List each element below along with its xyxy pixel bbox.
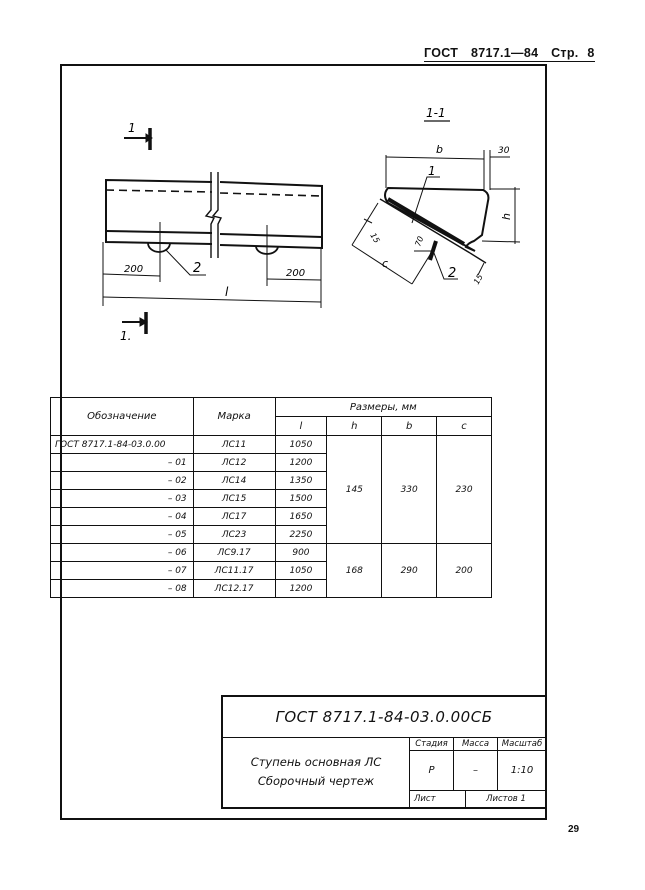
title-block (221, 695, 547, 809)
row-mark: ЛС11 (193, 436, 275, 454)
group1-b: 330 (382, 436, 437, 544)
header-l: l (275, 417, 327, 436)
row-designation: – 02 (51, 472, 194, 490)
callout-2-section: 2 (448, 266, 457, 281)
scale-value: 1:10 (498, 751, 546, 791)
row-designation: – 04 (51, 508, 194, 526)
dim-c: c (382, 257, 389, 270)
row-l: 1200 (275, 454, 327, 472)
sheets-label: Листов 1 (486, 794, 526, 804)
header-h: h (327, 417, 382, 436)
group2-c: 200 (437, 544, 492, 598)
title-block-code: ГОСТ 8717.1-84-03.0.00СБ (223, 697, 545, 738)
row-mark: ЛС9.17 (193, 544, 275, 562)
group1-c: 230 (437, 436, 492, 544)
row-l: 1200 (275, 580, 327, 598)
section-mark-top: 1 (128, 121, 136, 135)
callout-2: 2 (193, 261, 202, 276)
row-mark: ЛС17 (193, 508, 275, 526)
row-mark: ЛС15 (193, 490, 275, 508)
name-line-1: Ступень основная ЛС (250, 755, 382, 769)
dim-right: 200 (286, 268, 306, 279)
table-row (51, 544, 492, 562)
row-mark: ЛС12.17 (193, 580, 275, 598)
dim-total: l (225, 285, 229, 299)
row-designation: – 07 (51, 562, 194, 580)
page-header (424, 46, 595, 62)
front-view-drawing (90, 110, 350, 360)
row-l: 1650 (275, 508, 327, 526)
header-c: c (437, 417, 492, 436)
row-designation: ГОСТ 8717.1-84-03.0.00 (51, 436, 194, 454)
row-designation: – 05 (51, 526, 194, 544)
sheet-label: Лист (410, 791, 466, 807)
title-block-grid (409, 737, 546, 807)
header-designation: Обозначение (51, 398, 194, 436)
row-mark: ЛС14 (193, 472, 275, 490)
row-designation: – 06 (51, 544, 194, 562)
header-mark: Марка (193, 398, 275, 436)
header-standard: ГОСТ (424, 46, 459, 60)
header-page-label: Стр. (551, 46, 579, 60)
section-view-drawing (340, 95, 540, 295)
group2-b: 290 (382, 544, 437, 598)
row-l: 2250 (275, 526, 327, 544)
scale-label: Масштаб (498, 737, 546, 751)
group1-h: 145 (327, 436, 382, 544)
header-page-number: 8 (587, 46, 595, 60)
section-label: 1-1 (426, 106, 446, 120)
dim-30: 30 (498, 146, 510, 156)
row-designation: – 08 (51, 580, 194, 598)
table-row (51, 436, 492, 454)
group2-h: 168 (327, 544, 382, 598)
row-designation: – 01 (51, 454, 194, 472)
row-designation: – 03 (51, 490, 194, 508)
dim-left: 200 (124, 264, 144, 275)
header-dimensions: Размеры, мм (275, 398, 492, 417)
stage-value: Р (410, 751, 454, 791)
dim-h: h (500, 213, 513, 220)
row-l: 1050 (275, 562, 327, 580)
row-l: 1050 (275, 436, 327, 454)
row-l: 1350 (275, 472, 327, 490)
row-l: 900 (275, 544, 327, 562)
footer-page-number: 29 (568, 824, 580, 835)
row-mark: ЛС23 (193, 526, 275, 544)
row-mark: ЛС12 (193, 454, 275, 472)
row-l: 1500 (275, 490, 327, 508)
callout-1: 1 (428, 164, 436, 178)
dim-70: 70 (413, 235, 426, 248)
mass-label: Масса (454, 737, 498, 751)
header-number: 8717.1—84 (470, 46, 539, 60)
dim-b: b (436, 143, 443, 156)
title-block-name (223, 737, 409, 807)
dim-15-right: 15 (471, 272, 485, 286)
row-mark: ЛС11.17 (193, 562, 275, 580)
section-mark-bottom: 1. (120, 329, 132, 343)
dim-15-left: 15 (368, 231, 382, 245)
stage-label: Стадия (410, 737, 454, 751)
header-b: b (382, 417, 437, 436)
mass-value: – (454, 751, 498, 791)
name-line-2: Сборочный чертеж (257, 774, 375, 788)
specification-table (50, 397, 492, 598)
